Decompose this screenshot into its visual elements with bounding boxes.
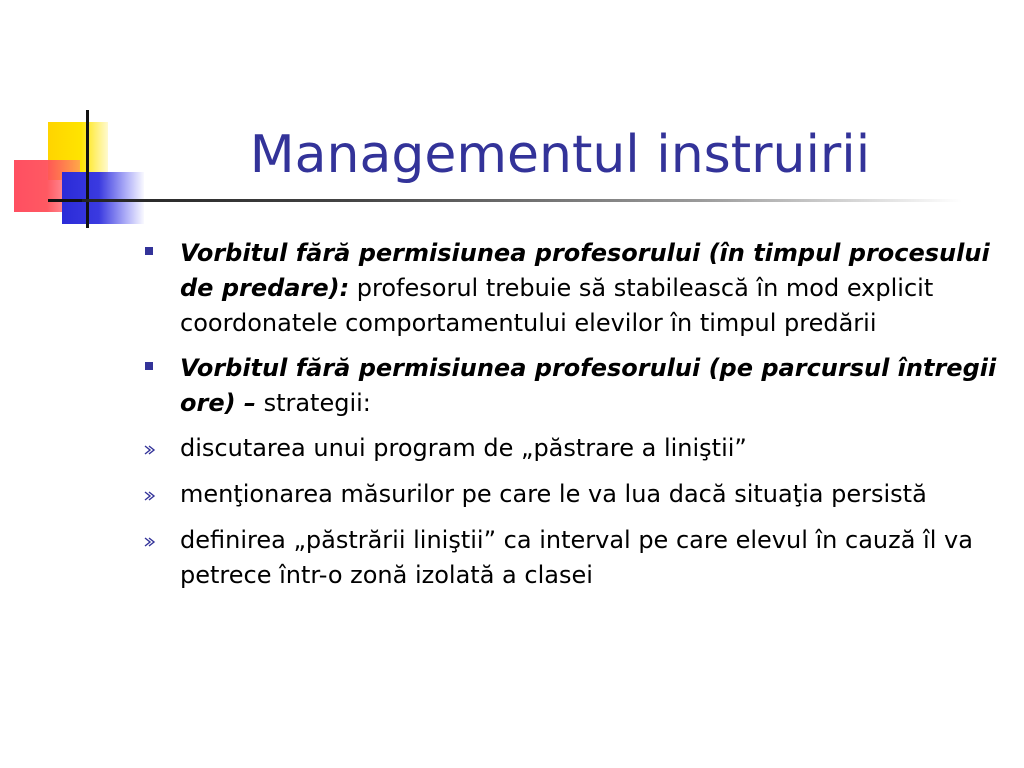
arrow-bullet-icon [142,477,166,512]
slide-title: Managementul instruirii [249,125,871,185]
arrow-bullet-icon [142,523,166,558]
bullet-emphasis: Vorbitul fără permisiunea profesorului (pe parcursul întregii ore) – [180,354,997,417]
blue-square-decoration [62,172,144,224]
sub-bullet-item [142,477,1002,512]
bullet-emphasis: Vorbitul fără permisiunea profesorului (în timpul procesului de predare): [180,239,990,302]
arrow-bullet-icon [142,431,166,466]
title-underline [82,199,962,202]
bullet-item [142,236,1002,341]
bullet-text: profesorul trebuie să stabilească în mod explicit coordonatele comportamentului elevilor în timpul predării [180,274,934,337]
slide-logo-decoration [0,0,160,240]
square-bullet-icon [142,236,166,271]
vertical-line-decoration [86,110,89,228]
sub-bullet-text: menţionarea măsurilor pe care le va lua dacă situaţia persistă [180,480,927,508]
bullet-item [142,351,1002,421]
square-bullet-icon [142,351,166,386]
bullet-text: strategii: [255,389,371,417]
sub-bullet-item [142,431,1002,466]
slide-content [142,236,1002,604]
sub-bullet-text: discutarea unui program de „păstrare a liniştii” [180,434,747,462]
sub-bullet-item [142,523,1002,593]
sub-bullet-text: definirea „păstrării liniştii” ca interval pe care elevul în cauză îl va petrece într-o zonă izolată a clasei [180,526,973,589]
